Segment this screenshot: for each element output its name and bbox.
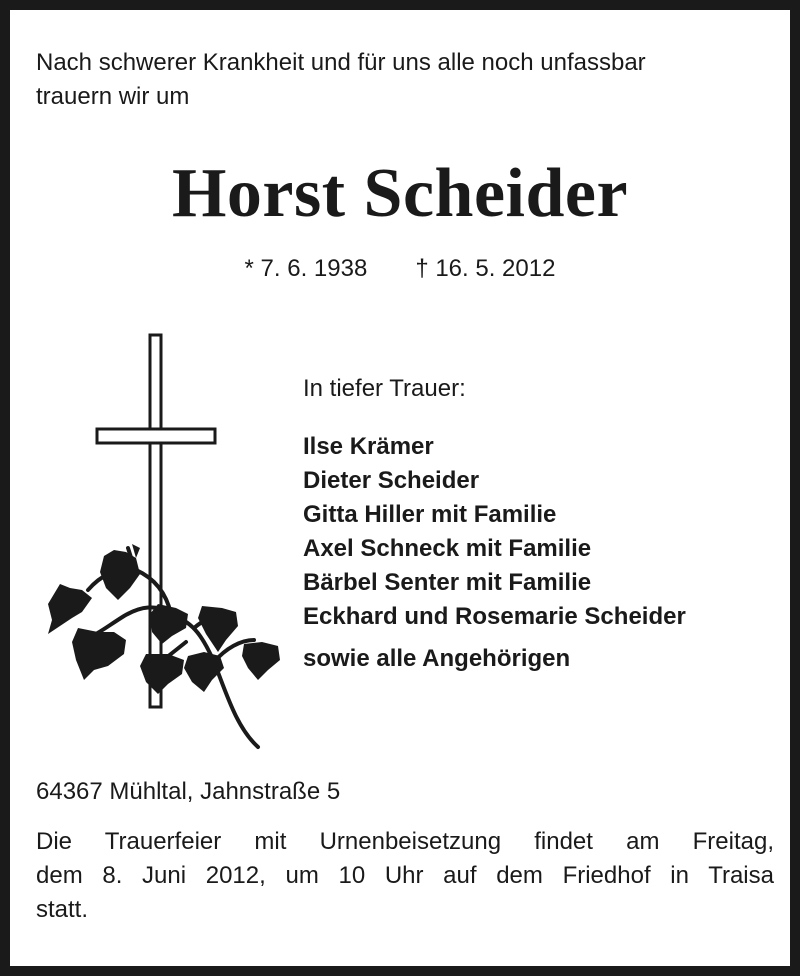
mourners-closing: sowie alle Angehörigen: [303, 645, 571, 672]
mourners-block: [303, 372, 783, 676]
mourners-list: [303, 430, 783, 634]
service-line: Die Trauerfeier mit Urnenbeisetzung findet am Freitag,: [36, 828, 774, 855]
mourner-name: Gitta Hiller mit Familie: [303, 501, 557, 528]
mourner-name: Dieter Scheider: [303, 467, 480, 494]
service-line: statt.: [36, 896, 89, 923]
family-address: 64367 Mühltal, Jahnstraße 5: [36, 778, 341, 805]
death-date: † 16. 5. 2012: [415, 255, 556, 282]
mourner-name: Bärbel Senter mit Familie: [303, 569, 592, 596]
cross-with-ivy-emblem: [36, 322, 286, 752]
life-dates: [10, 252, 790, 286]
deceased-name: Horst Scheider: [171, 155, 629, 232]
intro-line: trauern wir um: [36, 83, 190, 110]
birth-date: * 7. 6. 1938: [244, 255, 368, 282]
service-line: dem 8. Juni 2012, um 10 Uhr auf dem Friedhof in Traisa: [36, 862, 774, 889]
mourner-name: Axel Schneck mit Familie: [303, 535, 592, 562]
intro-line: Nach schwerer Krankheit und für uns alle noch unfassbar: [36, 49, 646, 76]
ivy-leaves-icon: [48, 544, 280, 747]
mourner-name: Eckhard und Rosemarie Scheider: [303, 603, 686, 630]
intro-text: [36, 46, 776, 114]
mourning-lead: In tiefer Trauer:: [303, 375, 466, 402]
funeral-service-text: [36, 825, 774, 927]
mourner-name: Ilse Krämer: [303, 433, 434, 460]
